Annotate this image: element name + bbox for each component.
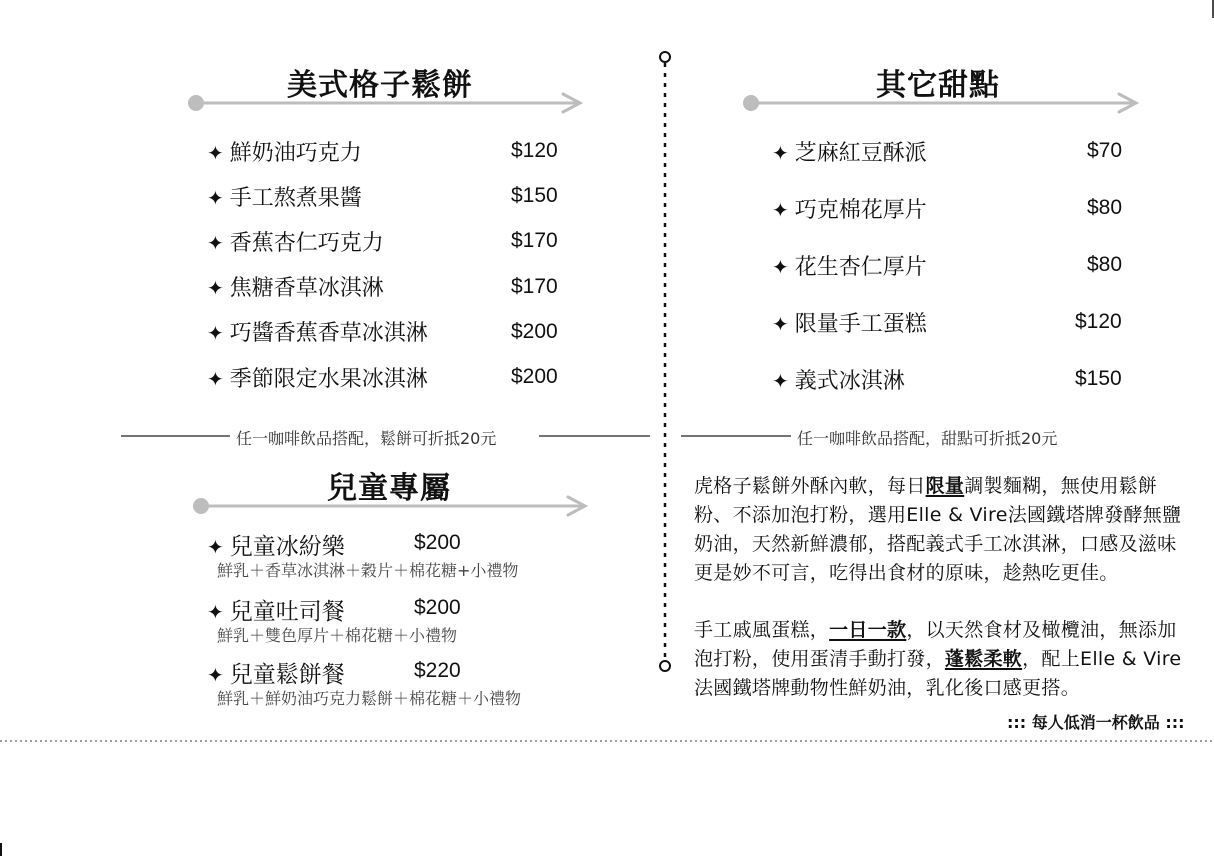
vertical-divider xyxy=(660,52,670,671)
item-name: 香蕉杏仁巧克力 xyxy=(229,231,384,256)
kids-title: 兒童專屬 xyxy=(327,471,451,506)
waffles-title: 美式格子鬆餅 xyxy=(287,68,473,103)
star-bullet-icon: ✦ xyxy=(207,321,224,345)
highlight-fluffy-soft: 蓬鬆柔軟 xyxy=(944,648,1023,670)
item-description: 鮮乳＋香草冰淇淋＋穀片＋棉花糖+小禮物 xyxy=(217,561,519,580)
item-name: 兒童鬆餅餐 xyxy=(229,662,345,688)
item-description: 鮮乳＋雙色厚片＋棉花糖＋小禮物 xyxy=(217,626,458,645)
item-name: 焦糖香草冰淇淋 xyxy=(229,276,384,301)
item-price: $120 xyxy=(511,139,558,162)
star-bullet-icon: ✦ xyxy=(207,663,224,687)
list-item xyxy=(207,271,384,302)
list-item xyxy=(207,316,428,347)
item-price: $70 xyxy=(1087,139,1123,162)
star-bullet-icon: ✦ xyxy=(207,276,224,300)
star-bullet-icon: ✦ xyxy=(207,231,224,255)
item-name: 鮮奶油巧克力 xyxy=(229,141,362,166)
highlight-one-per-day: 一日一款 xyxy=(829,619,907,641)
item-name: 季節限定水果冰淇淋 xyxy=(229,367,428,392)
star-bullet-icon: ✦ xyxy=(772,369,789,393)
star-bullet-icon: ✦ xyxy=(772,312,789,336)
item-price: $80 xyxy=(1087,253,1123,276)
list-item xyxy=(207,136,362,167)
item-price: $170 xyxy=(511,275,558,298)
highlight-limited: 限量 xyxy=(925,475,965,497)
desserts-title: 其它甜點 xyxy=(876,68,1000,103)
list-item xyxy=(772,250,927,281)
item-name: 巧克棉花厚片 xyxy=(794,198,927,223)
star-bullet-icon: ✦ xyxy=(207,367,224,391)
item-price: $120 xyxy=(1075,310,1122,333)
list-item xyxy=(772,136,927,167)
item-name: 巧醬香蕉香草冰淇淋 xyxy=(229,321,428,346)
star-bullet-icon: ✦ xyxy=(207,186,224,210)
item-price: $150 xyxy=(511,184,558,207)
star-bullet-icon: ✦ xyxy=(207,141,224,165)
item-price: $200 xyxy=(414,596,461,619)
item-name: 兒童冰紛樂 xyxy=(229,534,345,560)
item-price: $170 xyxy=(511,229,558,252)
item-price: $150 xyxy=(1075,367,1122,390)
minimum-charge-note: ::: 每人低消一杯飲品 ::: xyxy=(1007,713,1185,732)
item-price: $200 xyxy=(414,531,461,554)
item-price: $80 xyxy=(1087,196,1123,219)
item-name: 芝麻紅豆酥派 xyxy=(794,141,927,166)
item-price: $220 xyxy=(414,659,461,682)
list-item xyxy=(207,528,345,561)
star-bullet-icon: ✦ xyxy=(207,535,224,559)
description-paragraph-2: 手工戚風蛋糕，一日一款，以天然食材及橄欖油，無添加泡打粉，使用蛋清手動打發，蓬鬆柔軟，配上Elle & Vire法國鐵塔牌動物性鮮奶油，乳化後口感更搭。 xyxy=(694,619,1182,699)
item-name: 手工熬煮果醬 xyxy=(229,186,362,211)
list-item xyxy=(207,593,345,626)
star-bullet-icon: ✦ xyxy=(207,600,224,624)
item-name: 義式冰淇淋 xyxy=(794,369,905,394)
item-name: 限量手工蛋糕 xyxy=(794,312,927,337)
description-paragraph-1: 虎格子鬆餅外酥內軟，每日限量調製麵糊，無使用鬆餅粉、不添加泡打粉，選用Elle & Vire法國鐵塔牌發酵無鹽奶油，天然新鮮濃郁，搭配義式手工冰淇淋，口感及滋味更是妙不可言，吃得出食材的原味，趁熱吃更佳。 xyxy=(694,475,1182,584)
list-item xyxy=(207,226,384,257)
desserts-promo: 任一咖啡飲品搭配，甜點可折抵20元 xyxy=(797,429,1058,448)
list-item xyxy=(207,362,428,393)
item-name: 兒童吐司餐 xyxy=(229,599,345,625)
waffles-promo: 任一咖啡飲品搭配，鬆餅可折抵20元 xyxy=(236,429,497,448)
list-item xyxy=(772,307,927,338)
item-name: 花生杏仁厚片 xyxy=(794,255,927,280)
item-price: $200 xyxy=(511,365,558,388)
item-description: 鮮乳＋鮮奶油巧克力鬆餅＋棉花糖＋小禮物 xyxy=(217,689,522,708)
list-item xyxy=(772,364,905,395)
star-bullet-icon: ✦ xyxy=(772,141,789,165)
item-price: $200 xyxy=(511,320,558,343)
list-item xyxy=(207,656,345,689)
list-item xyxy=(207,181,362,212)
list-item xyxy=(772,193,927,224)
star-bullet-icon: ✦ xyxy=(772,255,789,279)
star-bullet-icon: ✦ xyxy=(772,198,789,222)
